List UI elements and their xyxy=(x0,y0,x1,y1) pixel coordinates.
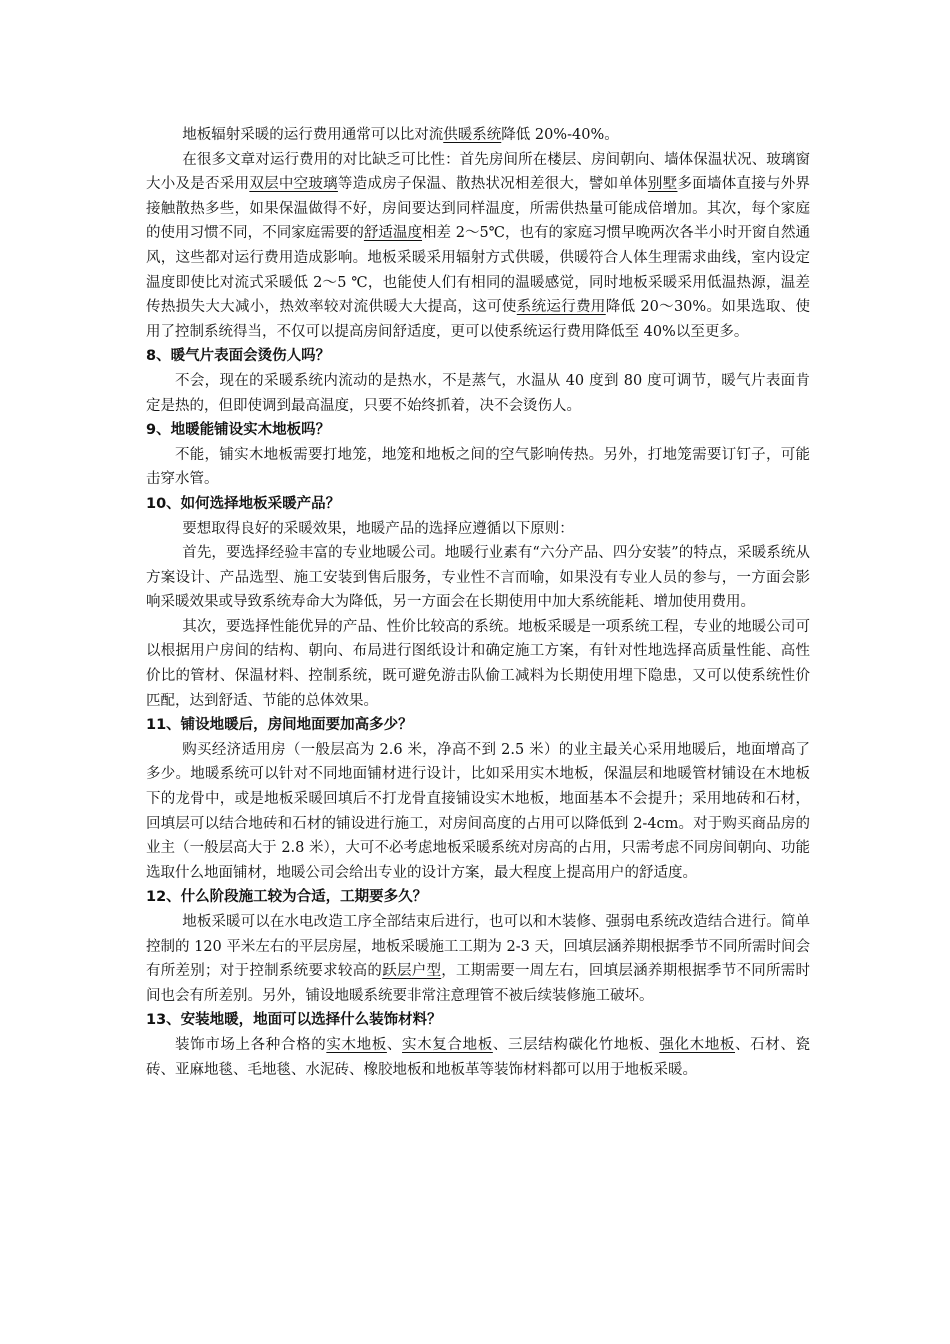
section-heading xyxy=(146,885,810,910)
paragraph xyxy=(146,369,810,418)
paragraph xyxy=(146,541,810,615)
section-heading xyxy=(146,1008,810,1033)
text-run: 、 xyxy=(386,1036,403,1053)
text-run: 首先，要选择经验丰富的专业地暖公司。地暖行业素有“六分产品、四分安装”的特点，采暖系统从方案设计、产品选型、施工安装到售后服务，专业性不言而喻，如果没有专业人员的参与，一方面会影响采暖效果或导致系统寿命大为降低，另一方面会在长期使用中加大系统能耗、增加使用费用。 xyxy=(146,545,810,611)
text-run: 9、地暖能铺设实木地板吗？ xyxy=(146,422,331,439)
hyperlink[interactable]: 实木地板 xyxy=(326,1036,387,1053)
paragraph xyxy=(146,738,810,886)
text-run: 多面墙体直接与外界接触散热多些，如果保温做得不好，房间要达到同样温度，所需供热量可能成倍增加。其次，每个家庭的使用习惯不同，不同家庭需要的 xyxy=(146,176,811,242)
text-run: 地板采暖可以在水电改造工序全部结束后进行，也可以和木装修、强弱电系统改造结合进行。简单控制的 120 平米左右的平层房屋，地板采暖施工工期为 2-3 天，回填层涵养期根据季节不同所需时间会有所差别；对于控制系统要求较高的 xyxy=(146,914,810,980)
section-heading xyxy=(146,344,810,369)
hyperlink[interactable]: 供暖系统 xyxy=(443,127,502,143)
section-heading xyxy=(146,713,810,738)
text-run: 11、铺设地暖后，房间地面要加高多少？ xyxy=(146,717,413,734)
text-run: 相差 2～5℃，也有的家庭习惯早晚两次各半小时开窗自然通风，这些都对运行费用造成影响。地板采暖采用辐射方式供暖，供暖符合人体生理需求曲线，室内设定温度即使比对流式采暖低 2～5 ℃，也能使人们有相同的温暖感觉，同时地板采暖采用低温热源，温差传热损失大大减小，热效率较对流供暖大大提高，这可使 xyxy=(146,225,811,316)
text-run: 8、暖气片表面会烫伤人吗？ xyxy=(146,348,331,365)
text-run: 其次，要选择性能优异的产品、性价比较高的系统。地板采暖是一项系统工程，专业的地暖公司可以根据用户房间的结构、朝向、布局进行图纸设计和确定施工方案，有针对性地选择高质量性能、高性价比的管材、保温材料、控制系统，既可避免游击队偷工减料为长期使用埋下隐患，又可以使系统性价匹配，达到舒适、节能的总体效果。 xyxy=(146,618,810,709)
hyperlink[interactable]: 跃层户型 xyxy=(382,963,442,980)
text-run: 等造成房子保温、散热状况相差很大，譬如单体 xyxy=(337,176,648,193)
section-heading xyxy=(146,418,810,443)
paragraph xyxy=(146,615,810,713)
paragraph xyxy=(146,517,810,542)
hyperlink[interactable]: 实木复合地板 xyxy=(402,1036,493,1053)
text-run: 降低 20%-40%。 xyxy=(501,127,619,143)
hyperlink[interactable]: 双层中空玻璃 xyxy=(249,176,338,193)
paragraph xyxy=(146,148,810,345)
text-run: 10、如何选择地板采暖产品？ xyxy=(146,495,341,512)
paragraph xyxy=(146,123,810,148)
text-run: 地板辐射采暖的运行费用通常可以比对流 xyxy=(182,127,444,143)
paragraph xyxy=(146,1033,810,1082)
paragraph xyxy=(146,443,810,492)
text-run: 13、安装地暖，地面可以选择什么装饰材料？ xyxy=(146,1012,442,1029)
text-run: 降低 20～30%。如果选取、使用了控制系统得当，不仅可以提高房间舒适度，更可以使系统运行费用降低至 40%以至更多。 xyxy=(146,299,811,340)
text-run: 12、什么阶段施工较为合适，工期要多久？ xyxy=(146,889,428,906)
hyperlink[interactable]: 别墅 xyxy=(647,176,678,193)
hyperlink[interactable]: 系统运行费用 xyxy=(516,299,606,316)
hyperlink[interactable]: 舒适温度 xyxy=(363,225,423,242)
hyperlink[interactable]: 强化木地板 xyxy=(659,1036,735,1053)
text-run: 装饰市场上各种合格的 xyxy=(175,1036,327,1053)
text-run: ，工期需要一周左右，回填层涵养期根据季节不同所需时间也会有所差别。另外，铺设地暖系统要非常注意理管不被后续装修施工破坏。 xyxy=(146,963,811,1004)
text-run: 、石材、瓷砖、亚麻地毯、毛地毯、水泥砖、橡胶地板和地板革等装饰材料都可以用于地板采暖。 xyxy=(146,1036,811,1078)
text-run: 不能，铺实木地板需要打地笼，地笼和地板之间的空气影响传热。另外，打地笼需要订钉子，可能击穿水管。 xyxy=(146,446,810,488)
text-run: 不会，现在的采暖系统内流动的是热水，不是蒸气，水温从 40 度到 80 度可调节，暖气片表面肯定是热的，但即使调到最高温度，只要不始终抓着，决不会烫伤人。 xyxy=(146,372,810,414)
paragraph xyxy=(146,910,810,1008)
section-heading xyxy=(146,492,810,517)
text-run: 要想取得良好的采暖效果，地暖产品的选择应遵循以下原则： xyxy=(182,520,574,537)
text-run: 购买经济适用房（一般层高为 2.6 米，净高不到 2.5 米）的业主最关心采用地暖后，地面增高了多少。地暖系统可以针对不同地面铺材进行设计，比如采用实木地板，保温层和地暖管材铺设在木地板下的龙骨中，或是地板采暖回填后不打龙骨直接铺设实木地板，地面基本不会提升；采用地砖和石材，回填层可以结合地砖和石材的铺设进行施工，对房间高度的占用可以降低到 2-4cm。对于购买商品房的业主（一般层高大于 2.8 米），大可不必考虑地板采暖系统对房高的占用，只需考虑不同房间朝向、功能选取什么地面铺材，地暖公司会给出专业的设计方案，最大程度上提高用户的舒适度。 xyxy=(146,741,810,881)
text-run: 、三层结构碳化竹地板、 xyxy=(492,1036,660,1053)
document-body xyxy=(146,123,810,1082)
text-run: 在很多文章对运行费用的对比缺乏可比性：首先房间所在楼层、房间朝向、墙体保温状况、玻璃窗大小及是否采用 xyxy=(146,151,810,193)
